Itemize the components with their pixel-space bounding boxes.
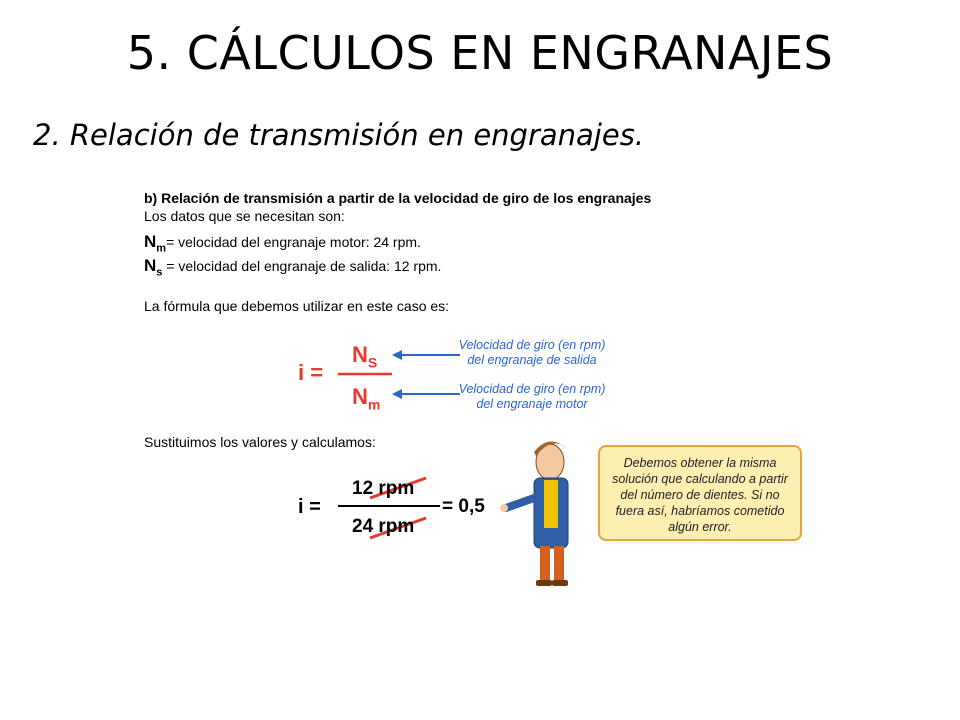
formula-numerator: $N_S$ (352, 342, 378, 371)
calc-i: i = (298, 496, 321, 518)
substitute-intro: Sustituimos los valores y calculamos: (144, 434, 376, 450)
note-bottom: Velocidad de giro (en rpm) del engranaje motor (458, 382, 606, 411)
data-intro: Los datos que se necesitan son: (144, 208, 345, 224)
formula-denominator: $N_m$ (352, 384, 381, 413)
slide-title: 5. CÁLCULOS EN ENGRANAJES (126, 26, 834, 80)
figure-heading: b) Relación de transmisión a partir de la velocidad de giro de los engranajes (144, 190, 652, 206)
ns-symbol: $N_s$ (144, 256, 163, 279)
speech-bubble: Debemos obtener la misma solución que calculando a partir del número de dientes. Si no fuera así, habríamos cometido algún error. (598, 445, 802, 541)
slide-subtitle: 2. Relación de transmisión en engranajes. (33, 118, 645, 152)
textbook-figure (130, 180, 830, 610)
calc-result: = 0,5 (442, 496, 485, 517)
calc-numerator: 12 rpm (352, 478, 415, 499)
character-illustration (500, 441, 568, 586)
nm-text: = velocidad del engranaje motor: 24 rpm. (166, 234, 421, 250)
formula-intro: La fórmula que debemos utilizar en este caso es: (144, 298, 450, 314)
arrow-bottom-head (392, 389, 402, 399)
note-top: Velocidad de giro (en rpm) del engranaje de salida (458, 338, 606, 367)
formula-i: i = (298, 360, 324, 385)
arrow-top-head (392, 350, 402, 360)
nm-symbol: $N_m$ (144, 232, 167, 255)
ns-text: = velocidad del engranaje de salida: 12 rpm. (162, 258, 442, 274)
calc-denominator: 24 rpm (352, 516, 415, 537)
